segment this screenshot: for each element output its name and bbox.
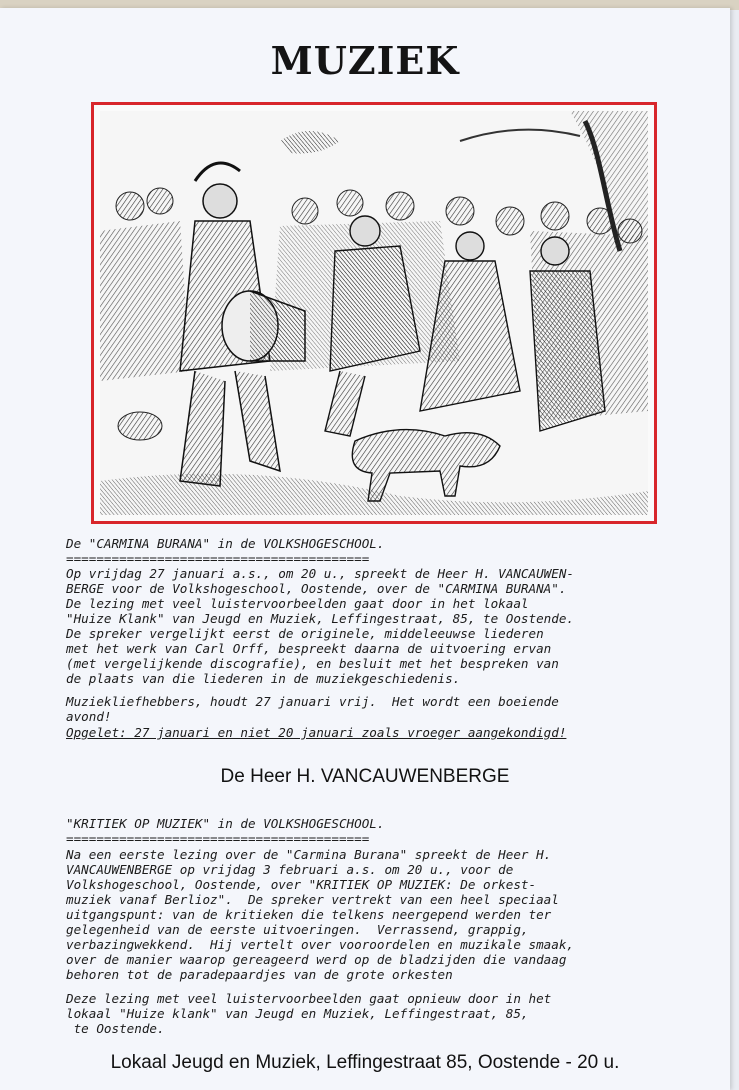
text-line: (met vergelijkende discografie), en besluit met het bespreken van [66, 656, 559, 671]
text-line: BERGE voor de Volkshogeschool, Oostende, over de "CARMINA BURANA". [66, 581, 567, 596]
text-line: over de manier waarop gereageerd werd op de bladzijden die vandaag [66, 952, 567, 967]
illustration-frame [91, 102, 657, 524]
text-line: behoren tot de paradepaardjes van de grote orkesten [66, 967, 453, 982]
text-line: Op vrijdag 27 januari a.s., om 20 u., spreekt de Heer H. VANCAUWEN- [66, 566, 574, 581]
text-line: lokaal "Huize klank" van Jeugd en Muziek, Leffingestraat, 85, [66, 1006, 529, 1021]
text-line: Na een eerste lezing over de "Carmina Burana" spreekt de Heer H. [66, 847, 552, 862]
text-line: verbazingwekkend. Hij vertelt over vooroordelen en muzikale smaak, [66, 937, 574, 952]
poster [0, 8, 730, 1090]
text-line: De lezing met veel luistervoorbeelden gaat door in het lokaal [66, 596, 529, 611]
text-line: avond! [66, 709, 112, 724]
poster-title: MUZIEK [270, 38, 460, 83]
section1-heading: De "CARMINA BURANA" in de VOLKSHOGESCHOOL. [66, 536, 385, 551]
text-line: gelegenheid van de eerste uitvoeringen. Verrassend, grappig, [66, 922, 529, 937]
section2-heading: "KRITIEK OP MUZIEK" in de VOLKSHOGESCHOOL. [66, 816, 385, 831]
text-line: met het werk van Carl Orff, bespreekt daarna de uitvoering ervan [66, 641, 552, 656]
text-line: muziek vanaf Berlioz". De spreker vertrekt van een heel speciaal [66, 892, 559, 907]
text-line: De spreker vergelijkt eerst de originele, middeleeuwse liederen [66, 626, 544, 641]
text-line: Deze lezing met veel luistervoorbeelden gaat opnieuw door in het [66, 991, 552, 1006]
speaker-name: De Heer H. VANCAUWENBERGE [220, 766, 510, 787]
text-line: VANCAUWENBERGE op vrijdag 3 februari a.s. om 20 u., voor de [66, 862, 514, 877]
text-line: de plaats van die liederen in de muziekgeschiedenis. [66, 671, 461, 686]
dancing-peasants-engraving [100, 111, 648, 515]
section2-rule: ======================================== [66, 831, 370, 846]
text-line: Volkshogeschool, Oostende, over "KRITIEK OP MUZIEK: De orkest- [66, 877, 537, 892]
venue-footer: Lokaal Jeugd en Muziek, Leffingestraat 85, Oostende - 20 u. [110, 1052, 620, 1073]
date-notice: Opgelet: 27 januari en niet 20 januari zoals vroeger aangekondigd! [66, 725, 567, 740]
text-line: "Huize Klank" van Jeugd en Muziek, Leffingestraat, 85, te Oostende. [66, 611, 574, 626]
text-line: uitgangspunt: van de kritieken die telkens neergepend werden ter [66, 907, 552, 922]
section1-rule: ======================================== [66, 551, 370, 566]
text-line: te Oostende. [66, 1021, 165, 1036]
text-line: Muziekliefhebbers, houdt 27 januari vrij. Het wordt een boeiende [66, 694, 559, 709]
